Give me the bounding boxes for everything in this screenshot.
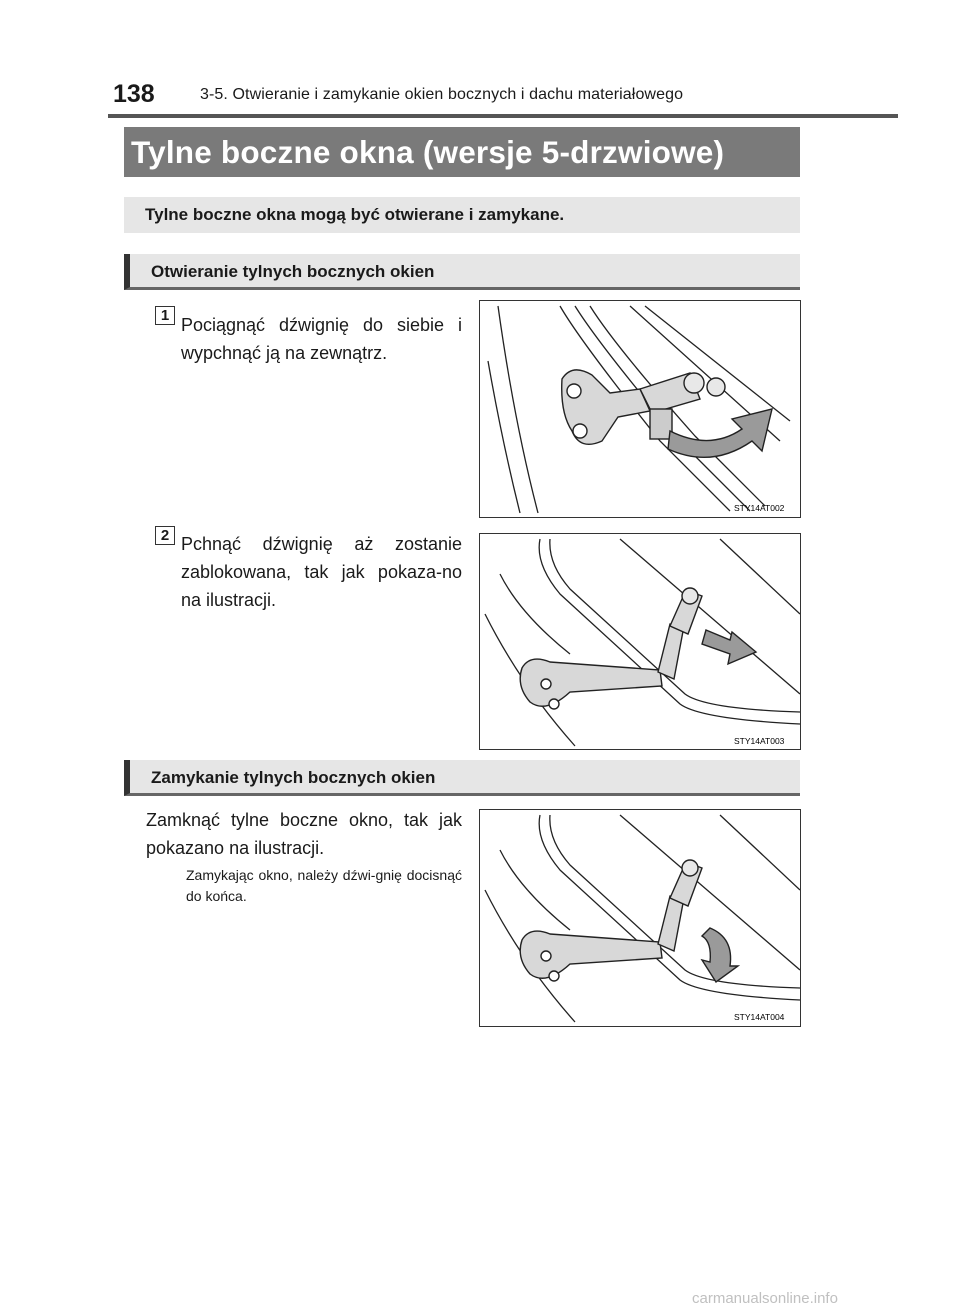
intro-banner: Tylne boczne okna mogą być otwierane i zamykane. bbox=[124, 197, 800, 233]
step-number-2: 2 bbox=[155, 526, 175, 545]
hinge-bracket bbox=[520, 588, 702, 709]
step-1-text: Pociągnąć dźwignię do siebie i wypchnąć ją na zewnątrz. bbox=[181, 315, 462, 363]
arrow-outward-icon bbox=[668, 409, 772, 457]
hinge-bracket bbox=[520, 860, 702, 981]
header-rule bbox=[108, 114, 898, 118]
arrow-push-icon bbox=[702, 630, 756, 664]
closing-text: Zamknąć tylne boczne okno, tak jak pokazano na ilustracji. bbox=[146, 810, 462, 858]
step-2-text: Pchnąć dźwignię aż zostanie zablokowana, tak jak pokaza-no na ilustracji. bbox=[181, 534, 462, 610]
step-number-1: 1 bbox=[155, 306, 175, 325]
figure-code: STY14AT004 bbox=[734, 1012, 785, 1022]
figure-lever-push bbox=[479, 533, 801, 750]
watermark: carmanualsonline.info bbox=[692, 1290, 838, 1307]
hinge-bracket bbox=[562, 370, 725, 444]
closing-note: Zamykając okno, należy dźwi-gnię docisnąć do końca. bbox=[186, 867, 462, 904]
section-heading-closing: Zamykanie tylnych bocznych okien bbox=[124, 760, 800, 796]
figure-code: STY14AT003 bbox=[734, 736, 785, 746]
page-title: Tylne boczne okna (wersje 5-drzwiowe) bbox=[124, 127, 800, 177]
page-number: 138 bbox=[113, 80, 155, 108]
chapter-title: 3-5. Otwieranie i zamykanie okien bocznych i dachu materiałowego bbox=[200, 86, 684, 103]
figure-lever-pull bbox=[479, 300, 801, 518]
figure-lever-close bbox=[479, 809, 801, 1027]
figure-code: STY14AT002 bbox=[734, 503, 785, 513]
section-heading-opening: Otwieranie tylnych bocznych okien bbox=[124, 254, 800, 290]
arrow-close-icon bbox=[702, 928, 738, 982]
